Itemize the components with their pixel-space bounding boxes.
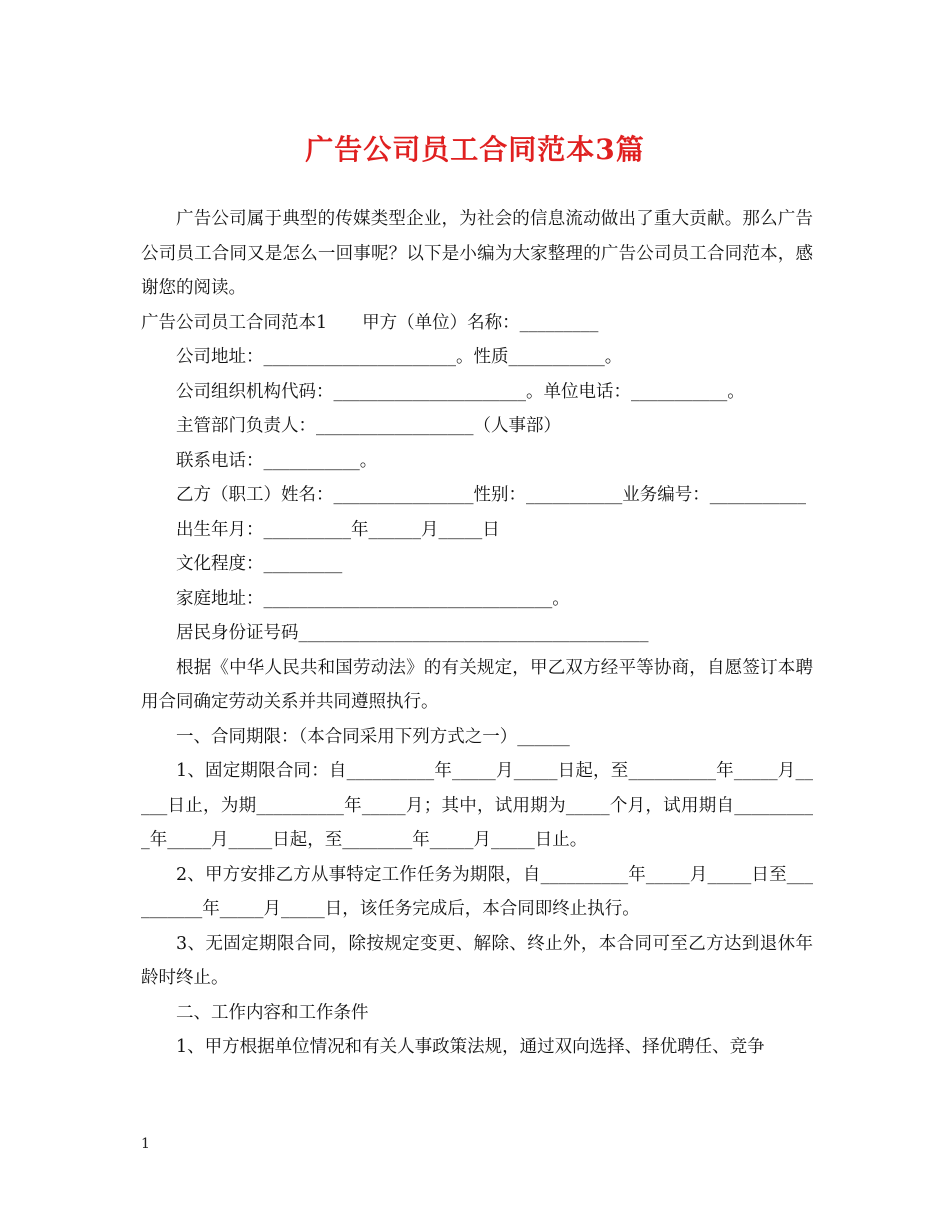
paragraph-task-term: 2、甲方安排乙方从事特定工作任务为期限，自__________年_____月_____日至__________年_____月_____日，该任务完成后，本合同即终止执行。	[141, 864, 813, 919]
paragraph-work-heading: 二、工作内容和工作条件	[176, 1002, 369, 1023]
paragraph-org-code: 公司组织机构代码：______________________。单位电话：___________。	[176, 381, 745, 402]
paragraph-id-number: 居民身份证号码________________________________________	[176, 623, 649, 643]
paragraph-contact-phone: 联系电话：___________。	[176, 450, 378, 471]
paragraph-work-content: 1、甲方根据单位情况和有关人事政策法规，通过双向选择、择优聘任、竞争	[176, 1037, 765, 1057]
document-body	[141, 202, 813, 1065]
paragraph-fixed-term: 1、固定期限合同：自__________年_____月_____日起，至__________年_____月_____日止，为期__________年_____月；其中，试用期为_____个月，试用期自__________年_____月_____日起，至________年_____月_____日止。	[141, 761, 813, 850]
paragraph-employee-name: 乙方（职工）姓名：________________性别：___________业务编号：___________	[176, 485, 806, 505]
paragraph-intro: 广告公司属于典型的传媒类型企业，为社会的信息流动做出了重大贡献。那么广告公司员工合同又是怎么一回事呢？以下是小编为大家整理的广告公司员工合同范本，感谢您的阅读。	[141, 209, 813, 298]
paragraph-education: 文化程度：_________	[176, 554, 343, 574]
paragraph-dept-head: 主管部门负责人：__________________（人事部）	[176, 416, 561, 436]
paragraph-contract-header: 广告公司员工合同范本1 甲方（单位）名称：_________	[141, 312, 599, 333]
paragraph-company-address: 公司地址：______________________。性质___________。	[176, 347, 623, 367]
paragraph-term-heading: 一、合同期限：（本合同采用下列方式之一）______	[176, 726, 570, 747]
paragraph-home-address: 家庭地址：_________________________________。	[176, 588, 570, 609]
paragraph-birth-date: 出生年月：__________年______月_____日	[176, 519, 500, 540]
paragraph-open-term: 3、无固定期限合同，除按规定变更、解除、终止外，本合同可至乙方达到退休年龄时终止。	[141, 933, 813, 988]
page-number: 1	[141, 1136, 150, 1152]
document-title: 广告公司员工合同范本3篇	[305, 133, 645, 166]
paragraph-legal-basis: 根据《中华人民共和国劳动法》的有关规定，甲乙双方经平等协商，自愿签订本聘用合同确定劳动关系并共同遵照执行。	[141, 657, 813, 712]
